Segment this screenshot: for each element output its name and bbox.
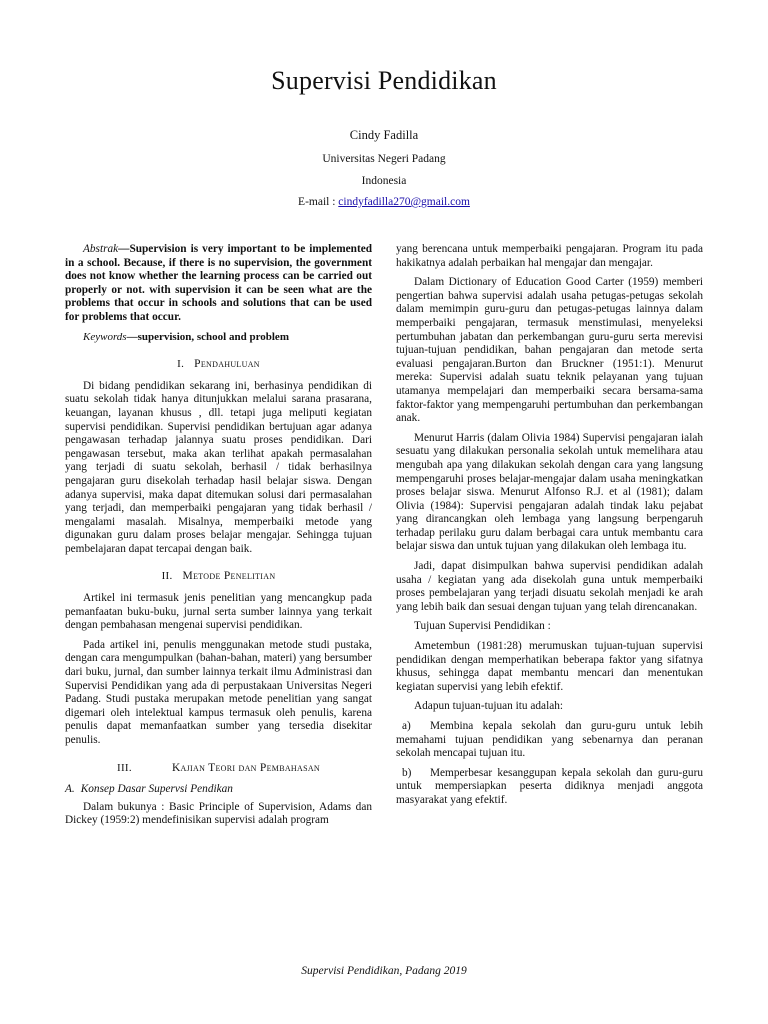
keywords-lead: Keywords [83,330,127,343]
right-column [396,243,703,814]
section-number: II. [161,570,173,583]
affiliation: Universitas Negeri Padang [322,153,446,165]
paragraph: Ametembun (1981:28) merumuskan tujuan-tujuan supervisi pendidikan dengan memperhatikan beberapa faktor yang sifatnya khusus, sehingga dapat membantu mencari dan menentukan kegiatan supervisi yang lebih efektif. [396,640,703,693]
section-number: I. [177,358,185,371]
abstract-text: —Supervision is very important to be implemented in a school. Because, if there is no supervision, the government does not know whether the learning process can be carried out properly or not. with supervision it can be seen what are the problems that occur in schools and solutions that can be used for problems that occur. [65,243,372,323]
list-item [396,720,703,761]
paragraph: Pada artikel ini, penulis menggunakan metode studi pustaka, dengan cara mengumpulkan (bahan-bahan, materi) yang bersumber dari buku, jurnal, dan sumber lainnya terkait ilmu Administrasi dan Supervisi Pendidikan yang ada di perpustakaan Universitas Negeri Padang. Studi pustaka merupakan metode penelitian yang sangat digemari oleh intelektual kampus termasuk oleh penulis, karena penulis dapat memanfaatkan sumber yang tersedia disekitar penulis. [65,638,372,746]
abstract-lead: Abstrak [83,243,119,255]
author-name: Cindy Fadilla [349,128,419,142]
list-marker: a) [402,720,411,732]
paragraph: Dalam bukunya : Basic Principle of Supervision, Adams dan Dickey (1959:2) mendefinisikan supervisi adalah program [65,800,372,827]
page-footer: Supervisi Pendidikan, Padang 2019 [301,965,467,977]
list-marker: b) [402,766,412,779]
country: Indonesia [361,175,407,187]
email-link[interactable]: cindyfadilla270@gmail.com [338,196,470,208]
section-title: Kajian Teori dan Pembahasan [171,761,320,774]
list-item [396,767,703,808]
paragraph: Menurut Harris (dalam Olivia 1984) Supervisi pengajaran ialah sesuatu yang dilakukan personalia sekolah untuk memelihara atau mengubah apa yang dilakukan sekolah dengan cara yang langsung mempengaruhi proses belajar-mengajar dalam usaha meningkatkan proses belajar siswa. Menurut Alfonso R.J. et al (1981); dalam Olivia (1984): Supervisi pengajaran adalah tindak laku pejabat yang dirancangkan oleh lembaga yang langsung berpengaruh terhadap perilaku guru dalam berbagai cara untuk membantu cara belajar siswa dan untuk tujuan yang dilakukan oleh lembaga itu. [396,431,703,553]
section-heading-2 [65,570,372,584]
keywords [65,331,372,345]
section-number: III. [117,761,132,774]
section-title: Pendahuluan [194,358,260,371]
abstract [65,243,372,325]
email-label: E-mail : [298,196,339,208]
list-text: Memperbesar kesanggupan kepala sekolah dan guru-guru untuk mempersiapkan peserta didiknya menjadi anggota masyarakat yang efektif. [396,766,703,806]
section-heading-3 [65,762,372,776]
paragraph: Di bidang pendidikan sekarang ini, berhasinya pendidikan di suatu sekolah tidak hanya ditunjukkan melalui sarana prasarana, keuangan, layanan khusus , dll. tetapi juga meliputi kegiatan supervisi pendidikan. Supervisi pendidikan bertujuan agar adanya pengawasan terhadap jalannya suatu proses pendidikan. Dari pengawasan tersebut, maka akan terlihat apakah permasalahan yang terjadi di suatu sekolah, berhasil / tidak berhasilnya pengajaran guru disekolah terhadap hasil belajar siswa. Dengan adanya supervisi, maka dapat ditemukan solusi dari permasalahan yang terjadi, dan memperbaiki pengajaran yang tidak berhasil / mengalami masalah. Misalnya, memperbaiki metode yang digunakan guru dalam proses belajar mengajar. Sehingga tujuan pembelajaran dapat tercapai dengan baik. [65,379,372,555]
paragraph: Artikel ini termasuk jenis penelitian yang mencangkup pada pemanfaatan buku-buku, jurnal serta sumber lainnya yang terkait dengan pembahasan mengenai supervisi pendidikan. [65,592,372,632]
paragraph: Jadi, dapat disimpulkan bahwa supervisi pendidikan adalah usaha / kegiatan yang ada disekolah guna untuk memperbaiki proses pembelajaran yang terjadi disuatu sekolah menjadi ke arah yang lebih baik dan sesuai dengan tujuan yang telah direncanakan. [396,560,703,613]
email-line [0,196,768,208]
keywords-text: —supervision, school and problem [126,330,289,343]
subsection-number: A. [65,783,75,796]
paragraph: Tujuan Supervisi Pendidikan : [414,620,551,633]
section-heading-1 [65,358,372,372]
subsection-heading-a [65,783,372,797]
paragraph: yang berencana untuk memperbaiki pengajaran. Program itu pada hakikatnya adalah perbaikan hal mengajar dan mengajar. [396,243,703,269]
paragraph: Adapun tujuan-tujuan itu adalah: [414,700,564,713]
subsection-title: Konsep Dasar Supervsi Pendikan [80,783,233,796]
left-column [65,243,372,834]
paper-title: Supervisi Pendidikan [271,66,497,95]
section-title: Metode Penelitian [182,570,276,583]
list-text: Membina kepala sekolah dan guru-guru untuk lebih memahami tujuan pendidikan yang sebenarnya dan peranan sekolah mencapai tujuan itu. [396,720,703,760]
paragraph: Dalam Dictionary of Education Good Carter (1959) memberi pengertian bahwa supervisi adalah usaha petugas-petugas sekolah dalam memimpin guru-guru dan petugas-petugas lainnya dalam memperbaiki pengajaran, termasuk menstimulasi, menyeleksi pertumbuhan jabatan dan perkembangan guru-guru serta merevisi tujuan-tujuan pendidikan, bahan pengajaran dan metode serta evaluasi pengajaran.Burton dan Bruckner (1951:1). Menurut mereka: Supervisi adalah suatu teknik pelayanan yang tujuan utamanya mempelajari dan memperbaiki secara bersama-sama faktor-faktor yang mempengaruhi pertumbuhan dan perkembangan anak. [396,276,703,425]
